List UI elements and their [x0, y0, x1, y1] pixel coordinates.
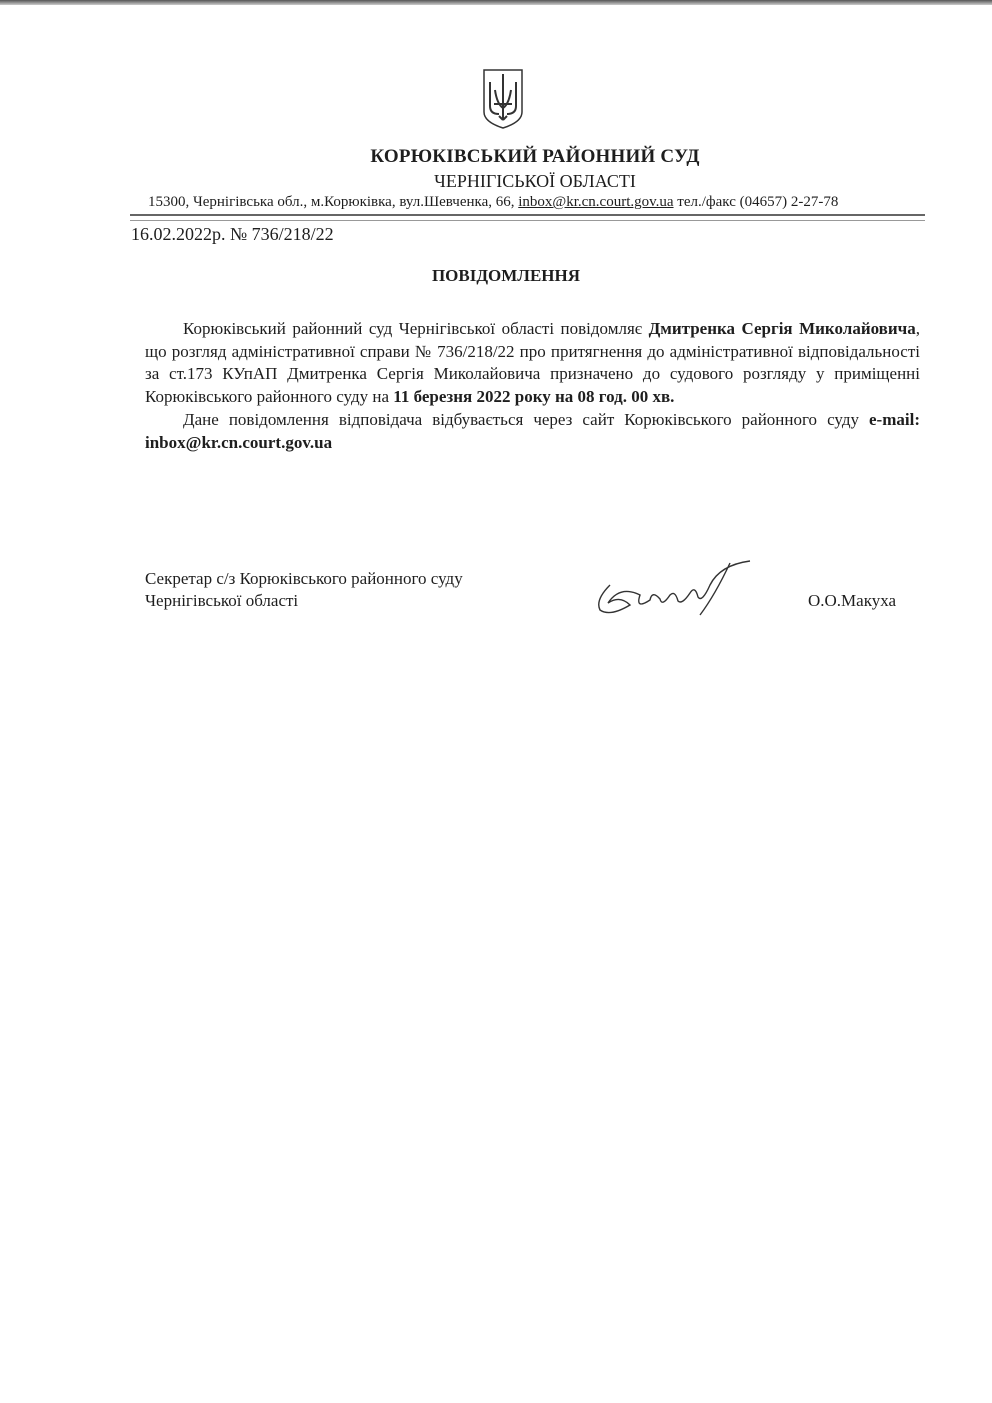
paragraph-2: [145, 409, 920, 454]
court-name: КОРЮКІВСЬКИЙ РАЙОННИЙ СУД: [370, 146, 700, 167]
coat-of-arms-icon: [482, 68, 524, 130]
position-line-1: Секретар с/з Корюківського районного суду: [145, 569, 463, 588]
defendant-name: Дмитренка Сергія Миколайовича: [648, 319, 916, 338]
document-body: [145, 318, 920, 454]
paragraph-1: [145, 318, 920, 409]
date-and-case-number: 16.02.2022р. № 736/218/22: [131, 224, 334, 244]
court-email: e-mail: inbox@kr.cn.court.gov.ua: [145, 409, 920, 452]
signatory-name: О.О.Макуха: [808, 591, 897, 610]
court-region: ЧЕРНІГІСЬКОЇ ОБЛАСТІ: [434, 171, 636, 191]
text: , що розгляд адміністративної справи № 736/218/22 про притягнення до адміністративної відповідальності за ст.173 КУпАП Дмитренка Сергія Миколайовича призначено до судового розгляду у приміщенні Корюківського районного суду на: [145, 319, 920, 407]
header-divider: [130, 214, 925, 221]
handwritten-signature: [590, 555, 760, 625]
address-email: inbox@kr.cn.court.gov.ua: [518, 194, 674, 210]
address-text: 15300, Чернігівська обл., м.Корюківка, вул.Шевченка, 66,: [148, 194, 519, 210]
text: Дане повідомлення відповідача відбувається через сайт Корюківського районного суду: [183, 409, 870, 429]
court-address: [148, 194, 838, 211]
signatory-position: [145, 568, 463, 612]
hearing-date: 11 березня 2022 року на 08 год. 00 хв.: [393, 387, 675, 407]
position-line-2: Чернігівської області: [145, 591, 299, 610]
document-title: ПОВІДОМЛЕННЯ: [431, 266, 581, 285]
address-phone: тел./факс (04657) 2-27-78: [673, 194, 839, 210]
text: Корюківський районний суд Чернігівської області повідомляє: [183, 319, 649, 338]
scan-edge: [0, 0, 992, 5]
